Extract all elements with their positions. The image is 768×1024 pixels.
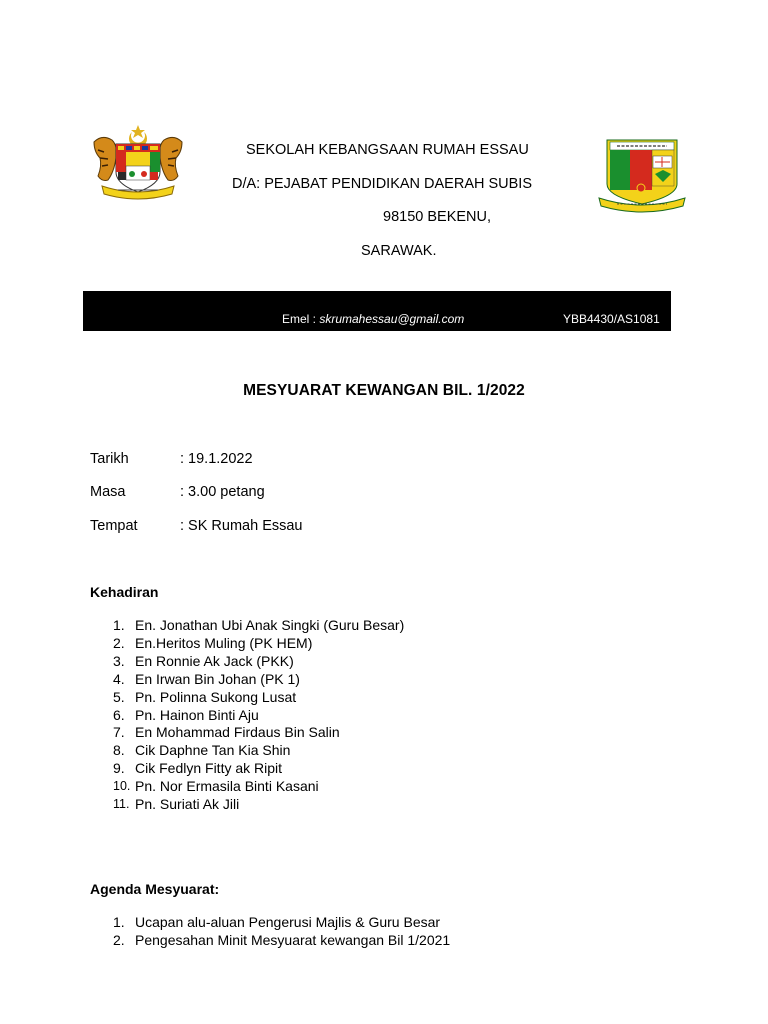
list-number: 2.	[113, 931, 125, 948]
attendance-heading: Kehadiran	[90, 584, 159, 600]
list-number: 6.	[113, 706, 125, 723]
attendee-name: En.Heritos Muling (PK HEM)	[135, 634, 313, 651]
date-value: : 19.1.2022	[180, 451, 253, 467]
time-value: : 3.00 petang	[180, 484, 265, 500]
venue-value: : SK Rumah Essau	[180, 518, 303, 534]
agenda-item: Pengesahan Minit Mesyuarat kewangan Bil 1/2021	[135, 931, 451, 948]
school-crest-icon	[597, 136, 687, 214]
email-line	[282, 312, 464, 326]
list-item	[113, 617, 404, 635]
list-item	[113, 742, 404, 760]
list-item	[113, 689, 404, 707]
attendee-name: En Ronnie Ak Jack (PKK)	[135, 652, 294, 669]
list-item	[113, 671, 404, 689]
attendee-name: Pn. Suriati Ak Jili	[135, 796, 240, 813]
list-number: 8.	[113, 742, 125, 759]
list-number: 11.	[113, 797, 130, 812]
list-item	[113, 796, 404, 814]
malaysia-coat-of-arms-icon	[88, 124, 188, 200]
list-item	[113, 707, 404, 725]
list-item	[113, 914, 450, 932]
list-number: 9.	[113, 760, 125, 777]
list-number: 7.	[113, 724, 125, 741]
attendee-name: En. Jonathan Ubi Anak Singki (Guru Besar)	[135, 617, 405, 633]
agenda-item: Ucapan alu-aluan Pengerusi Majlis & Guru Besar	[135, 914, 441, 930]
attendee-name: Pn. Hainon Binti Aju	[135, 706, 259, 723]
meeting-title: MESYUARAT KEWANGAN BIL. 1/2022	[243, 382, 525, 399]
school-name: SEKOLAH KEBANGSAAN RUMAH ESSAU	[246, 142, 529, 158]
date-label: Tarikh	[90, 451, 129, 467]
agenda-heading: Agenda Mesyuarat:	[90, 881, 220, 897]
email-label: Emel :	[282, 312, 320, 326]
list-item	[113, 760, 404, 778]
list-number: 2.	[113, 634, 125, 651]
time-label: Masa	[90, 484, 126, 500]
attendee-name: Cik Daphne Tan Kia Shin	[135, 742, 291, 759]
attendee-name: En Irwan Bin Johan (PK 1)	[135, 670, 300, 687]
attendee-name: En Mohammad Firdaus Bin Salin	[135, 724, 340, 741]
list-item	[113, 724, 404, 742]
list-number: 10.	[113, 779, 131, 794]
reference-code: YBB4430/AS1081	[563, 312, 660, 326]
agenda-list	[113, 914, 450, 950]
address-line-3: SARAWAK.	[361, 243, 437, 259]
attendance-list	[113, 617, 404, 814]
address-line-2: 98150 BEKENU,	[383, 209, 492, 225]
attendee-name: Pn. Polinna Sukong Lusat	[135, 688, 297, 705]
list-item	[113, 635, 404, 653]
list-number: 1.	[113, 617, 125, 633]
letterhead-band	[83, 291, 671, 331]
address-line-1: D/A: PEJABAT PENDIDIKAN DAERAH SUBIS	[232, 176, 533, 192]
list-number: 1.	[113, 914, 125, 930]
attendee-name: Cik Fedlyn Fitty ak Ripit	[135, 760, 283, 777]
venue-label: Tempat	[90, 518, 138, 534]
list-item	[113, 778, 404, 796]
attendee-name: Pn. Nor Ermasila Binti Kasani	[135, 778, 319, 795]
list-number: 3.	[113, 652, 125, 669]
email-address: skrumahessau@gmail.com	[319, 312, 465, 326]
list-item	[113, 932, 450, 950]
list-item	[113, 653, 404, 671]
list-number: 5.	[113, 688, 125, 705]
list-number: 4.	[113, 670, 125, 687]
